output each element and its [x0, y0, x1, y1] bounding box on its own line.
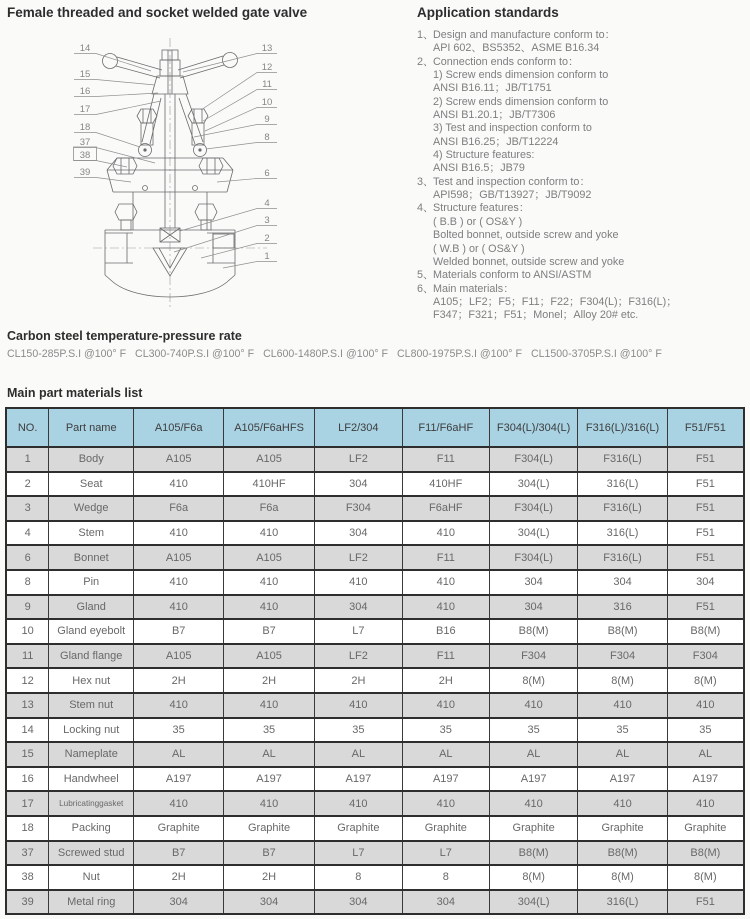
callout-number: 18	[79, 122, 91, 133]
callout-number: 14	[79, 43, 91, 54]
table-cell: B8(M)	[489, 841, 578, 866]
callout-number: 4	[264, 198, 270, 209]
standards-item-number: 6、	[417, 282, 434, 295]
gate-valve-drawing	[55, 30, 280, 315]
table-cell: 410	[667, 693, 744, 718]
table-cell: 8(M)	[489, 668, 578, 693]
table-cell: 410	[489, 791, 578, 816]
materials-table	[5, 407, 745, 915]
callout-number: 3	[264, 215, 270, 226]
table-cell: A197	[134, 767, 224, 792]
table-cell: 410	[489, 693, 578, 718]
standards-item-lines	[433, 283, 747, 323]
table-cell: 410	[578, 791, 667, 816]
diagram-title: Female threaded and socket welded gate valve	[7, 5, 308, 20]
table-row	[6, 718, 744, 743]
table-cell: 410	[402, 521, 489, 546]
table-cell: 2H	[402, 668, 489, 693]
table-cell: LF2	[314, 545, 402, 570]
table-cell: Gland eyebolt	[49, 619, 134, 644]
table-cell: Screwed stud	[49, 841, 134, 866]
callout-number: 1	[264, 251, 270, 262]
table-row	[6, 644, 744, 669]
table-cell: Graphite	[667, 816, 744, 841]
standards-line: F347；F321；F51；Monel；Alloy 20# etc.	[433, 309, 639, 322]
table-cell: Pin	[49, 570, 134, 595]
table-header-cell: NO.	[6, 408, 49, 447]
table-cell: A105	[224, 545, 315, 570]
table-row	[6, 619, 744, 644]
table-cell: 8	[6, 570, 49, 595]
table-cell: F304	[489, 644, 578, 669]
table-cell: A197	[489, 767, 578, 792]
table-cell: 410	[134, 570, 224, 595]
table-cell: F316(L)	[578, 447, 667, 472]
table-cell: 316(L)	[578, 521, 667, 546]
callout-number: 8	[264, 132, 270, 143]
table-cell: A197	[578, 767, 667, 792]
callout-number: 10	[261, 97, 273, 108]
standards-item-lines	[433, 176, 747, 203]
callout-leader-line	[206, 143, 277, 150]
table-cell: Body	[49, 447, 134, 472]
standards-item-lines	[433, 202, 747, 269]
table-cell: 410	[224, 791, 315, 816]
table-cell: 8(M)	[578, 865, 667, 890]
callout-number: 11	[262, 79, 272, 90]
standards-item	[417, 56, 747, 176]
table-cell: 410	[134, 472, 224, 497]
standards-line: ANSI B16.25；JB/T12224	[433, 135, 559, 148]
table-cell: AL	[667, 742, 744, 767]
table-cell: 410	[224, 693, 315, 718]
table-cell: Graphite	[314, 816, 402, 841]
table-cell: Graphite	[489, 816, 578, 841]
table-cell: 304	[667, 570, 744, 595]
table-cell: 304(L)	[489, 890, 578, 915]
table-cell: 304	[314, 521, 402, 546]
standards-line: ( B.B ) or ( OS&Y )	[433, 215, 523, 228]
table-cell: 6	[6, 545, 49, 570]
standards-item-lines	[433, 269, 747, 282]
standards-item	[417, 29, 747, 56]
table-cell: 2H	[134, 865, 224, 890]
standards-line: ANSI B1.20.1；JB/T7306	[433, 109, 556, 122]
table-cell: L7	[314, 841, 402, 866]
table-row	[6, 865, 744, 890]
table-cell: 316	[578, 595, 667, 620]
table-section-title: Main part materials list	[7, 386, 143, 400]
table-cell: F304	[578, 644, 667, 669]
table-cell: 13	[6, 693, 49, 718]
table-cell: Stem nut	[49, 693, 134, 718]
table-cell: Metal ring	[49, 890, 134, 915]
table-cell: Graphite	[224, 816, 315, 841]
standards-line: A105；LF2；F5；F11；F22；F304(L)；F316(L)；	[433, 295, 678, 308]
callout-leader-line	[180, 209, 277, 232]
table-cell: B7	[134, 841, 224, 866]
table-cell: 304	[314, 890, 402, 915]
table-cell: 410	[402, 791, 489, 816]
table-cell: A105	[224, 644, 315, 669]
table-cell: F11	[402, 447, 489, 472]
table-cell: AL	[578, 742, 667, 767]
table-cell: 316(L)	[578, 890, 667, 915]
table-cell: 38	[6, 865, 49, 890]
table-cell: 410	[134, 521, 224, 546]
table-cell: F51	[667, 496, 744, 521]
table-cell: Locking nut	[49, 718, 134, 743]
table-cell: Graphite	[134, 816, 224, 841]
table-row	[6, 791, 744, 816]
table-cell: 304(L)	[489, 472, 578, 497]
table-cell: 2H	[314, 668, 402, 693]
callout-number: 12	[261, 62, 273, 73]
table-cell: 304	[134, 890, 224, 915]
table-cell: 4	[6, 521, 49, 546]
table-cell: 8(M)	[667, 865, 744, 890]
table-cell: B8(M)	[667, 841, 744, 866]
callout-number: 39	[79, 167, 91, 178]
callout-leader-line	[74, 80, 155, 86]
table-cell: LF2	[314, 447, 402, 472]
table-cell: 9	[6, 595, 49, 620]
table-cell: A105	[134, 447, 224, 472]
standards-item	[417, 269, 747, 282]
table-cell: 2	[6, 472, 49, 497]
table-cell: 304	[578, 570, 667, 595]
pressure-rating: CL600-1480P.S.I @100° F	[263, 348, 389, 360]
standards-line: API 602、BS5352、ASME B16.34	[433, 42, 600, 55]
table-cell: AL	[402, 742, 489, 767]
standards-item	[417, 176, 747, 203]
table-cell: A105	[134, 545, 224, 570]
pressure-section-title: Carbon steel temperature-pressure rate	[7, 329, 242, 343]
table-row	[6, 841, 744, 866]
standards-list	[417, 29, 747, 323]
table-cell: AL	[224, 742, 315, 767]
table-cell: B8(M)	[489, 619, 578, 644]
table-cell: 11	[6, 644, 49, 669]
table-cell: A197	[314, 767, 402, 792]
table-cell: 304	[314, 472, 402, 497]
table-cell: 8(M)	[489, 865, 578, 890]
table-cell: 1	[6, 447, 49, 472]
table-cell: Seat	[49, 472, 134, 497]
table-cell: 410HF	[224, 472, 315, 497]
table-cell: 304	[402, 890, 489, 915]
table-cell: F6a	[224, 496, 315, 521]
pressure-ratings	[7, 348, 747, 360]
table-cell: L7	[314, 619, 402, 644]
table-cell: Packing	[49, 816, 134, 841]
table-cell: Nameplate	[49, 742, 134, 767]
table-cell: 410	[667, 791, 744, 816]
table-cell: F316(L)	[578, 545, 667, 570]
table-cell: F304	[314, 496, 402, 521]
table-cell: F11	[402, 644, 489, 669]
standards-item-number: 3、	[417, 175, 434, 188]
callout-number: 9	[264, 114, 270, 125]
standards-item-number: 1、	[417, 29, 434, 41]
valve-artwork	[93, 38, 270, 308]
table-cell: B7	[224, 841, 315, 866]
standards-line: Materials conform to ANSI/ASTM	[433, 269, 592, 282]
standards-item-lines	[433, 56, 747, 176]
table-cell: 2H	[134, 668, 224, 693]
standards-line: 4) Structure features:	[433, 149, 535, 162]
standards-line: Test and inspection conform to：	[433, 175, 591, 188]
table-cell: AL	[489, 742, 578, 767]
table-cell: 410	[402, 595, 489, 620]
table-header-cell: Part name	[49, 408, 134, 447]
table-row	[6, 496, 744, 521]
table-row	[6, 742, 744, 767]
pressure-rating: CL150-285P.S.I @100° F	[7, 348, 127, 360]
table-row	[6, 693, 744, 718]
table-cell: F51	[667, 890, 744, 915]
table-cell: 410	[224, 595, 315, 620]
table-row	[6, 767, 744, 792]
callout-number: 16	[79, 86, 91, 97]
table-cell: F304(L)	[489, 496, 578, 521]
table-cell: 10	[6, 619, 49, 644]
table-cell: 8	[314, 865, 402, 890]
standards-line: Design and manufacture conform to：	[433, 29, 616, 41]
table-cell: 410	[578, 693, 667, 718]
table-cell: 3	[6, 496, 49, 521]
standards-line: Structure features：	[433, 202, 530, 215]
table-cell: AL	[134, 742, 224, 767]
standards-item-number: 4、	[417, 202, 434, 215]
table-cell: F11	[402, 545, 489, 570]
table-header-cell: F51/F51	[667, 408, 744, 447]
table-cell: 304	[489, 595, 578, 620]
table-cell: Gland	[49, 595, 134, 620]
table-cell: F51	[667, 447, 744, 472]
table-cell: 15	[6, 742, 49, 767]
table-row	[6, 816, 744, 841]
callout-leader-line	[223, 262, 277, 269]
table-cell: 16	[6, 767, 49, 792]
table-cell: 410	[134, 791, 224, 816]
table-cell: B7	[134, 619, 224, 644]
table-cell: 410	[314, 693, 402, 718]
pressure-rating: CL300-740P.S.I @100° F	[135, 348, 255, 360]
table-cell: 410	[402, 570, 489, 595]
standards-line: Bolted bonnet, outside screw and yoke	[433, 229, 619, 242]
standards-item-number: 2、	[417, 55, 434, 68]
table-row	[6, 595, 744, 620]
table-cell: 304	[314, 595, 402, 620]
table-cell: B8(M)	[578, 841, 667, 866]
table-header-row	[6, 408, 744, 447]
pressure-rating: CL1500-3705P.S.I @100° F	[530, 348, 662, 360]
table-cell: Gland flange	[49, 644, 134, 669]
table-cell: Bonnet	[49, 545, 134, 570]
standards-line: Connection ends conform to：	[433, 55, 579, 68]
table-cell: F51	[667, 595, 744, 620]
standards-item-lines	[433, 29, 747, 56]
table-cell: 35	[224, 718, 315, 743]
table-cell: 8(M)	[667, 668, 744, 693]
table-cell: F51	[667, 472, 744, 497]
table-row	[6, 472, 744, 497]
standards-item	[417, 202, 747, 269]
table-cell: Graphite	[578, 816, 667, 841]
table-cell: Lubricatinggasket	[49, 791, 134, 816]
callout-leader-line	[74, 178, 131, 183]
table-row	[6, 447, 744, 472]
table-cell: A197	[402, 767, 489, 792]
table-cell: F6a	[134, 496, 224, 521]
table-cell: Nut	[49, 865, 134, 890]
table-cell: Handwheel	[49, 767, 134, 792]
table-cell: B8(M)	[578, 619, 667, 644]
table-cell: 410	[402, 693, 489, 718]
table-cell: 8	[402, 865, 489, 890]
table-cell: 39	[6, 890, 49, 915]
table-cell: B8(M)	[667, 619, 744, 644]
table-cell: 35	[667, 718, 744, 743]
table-cell: A197	[224, 767, 315, 792]
table-header-cell: F316(L)/316(L)	[578, 408, 667, 447]
standards-item	[417, 283, 747, 323]
table-cell: 14	[6, 718, 49, 743]
table-cell: 304	[224, 890, 315, 915]
table-cell: 18	[6, 816, 49, 841]
table-cell: Hex nut	[49, 668, 134, 693]
table-cell: 410	[224, 570, 315, 595]
table-cell: 35	[578, 718, 667, 743]
table-cell: 35	[134, 718, 224, 743]
standards-line: ANSI B16.5；JB79	[433, 162, 525, 175]
table-cell: 410	[314, 570, 402, 595]
standards-line: 1) Screw ends dimension conform to	[433, 69, 609, 82]
callout-number: 15	[79, 69, 91, 80]
callout-number: 37	[79, 137, 91, 148]
table-cell: F304(L)	[489, 447, 578, 472]
standards-title: Application standards	[417, 5, 559, 20]
table-cell: 410	[314, 791, 402, 816]
table-cell: 410	[134, 693, 224, 718]
standards-line: Main materials：	[433, 282, 514, 295]
table-row	[6, 570, 744, 595]
table-cell: 8(M)	[578, 668, 667, 693]
table-cell: A197	[667, 767, 744, 792]
table-cell: 17	[6, 791, 49, 816]
standards-line: 2) Screw ends dimension conform to	[433, 95, 609, 108]
table-row	[6, 545, 744, 570]
table-cell: 410	[224, 521, 315, 546]
table-header-cell: F11/F6aHF	[402, 408, 489, 447]
table-cell: AL	[314, 742, 402, 767]
table-cell: 2H	[224, 865, 315, 890]
application-standards	[417, 5, 747, 323]
table-cell: 35	[314, 718, 402, 743]
table-cell: F51	[667, 545, 744, 570]
callout-number: 17	[79, 104, 91, 115]
table-row	[6, 668, 744, 693]
table-cell: Graphite	[402, 816, 489, 841]
table-header-cell: A105/F6a	[134, 408, 224, 447]
table-row	[6, 521, 744, 546]
table-cell: 410	[134, 595, 224, 620]
table-cell: B16	[402, 619, 489, 644]
table-header-cell: LF2/304	[314, 408, 402, 447]
table-cell: 304(L)	[489, 521, 578, 546]
table-cell: LF2	[314, 644, 402, 669]
table-row	[6, 890, 744, 915]
callout-number: 13	[261, 43, 273, 54]
table-cell: F316(L)	[578, 496, 667, 521]
standards-line: API598；GB/T13927；JB/T9092	[433, 189, 592, 202]
table-cell: 2H	[224, 668, 315, 693]
standards-line: ( W.B ) or ( OS&Y )	[433, 242, 525, 255]
table-cell: F6aHF	[402, 496, 489, 521]
table-cell: L7	[402, 841, 489, 866]
table-cell: 316(L)	[578, 472, 667, 497]
table-cell: B7	[224, 619, 315, 644]
table-cell: 35	[489, 718, 578, 743]
table-cell: Wedge	[49, 496, 134, 521]
table-cell: 304	[489, 570, 578, 595]
callout-number: 2	[264, 233, 270, 244]
standards-line: Welded bonnet, outside screw and yoke	[433, 255, 625, 268]
table-cell: 12	[6, 668, 49, 693]
callout-leader-line	[217, 179, 277, 183]
standards-item-number: 5、	[417, 269, 434, 282]
table-cell: F304(L)	[489, 545, 578, 570]
table-cell: 37	[6, 841, 49, 866]
callout-number: 6	[264, 168, 270, 179]
table-cell: 35	[402, 718, 489, 743]
standards-line: 3) Test and inspection conform to	[433, 122, 592, 135]
table-header-cell: A105/F6aHFS	[224, 408, 315, 447]
table-cell: Stem	[49, 521, 134, 546]
callout-number: 38	[79, 150, 91, 161]
standards-line: ANSI B16.11；JB/T1751	[433, 82, 552, 95]
table-cell: 410HF	[402, 472, 489, 497]
table-cell: A105	[134, 644, 224, 669]
table-cell: F51	[667, 521, 744, 546]
table-cell: F304	[667, 644, 744, 669]
table-cell: A105	[224, 447, 315, 472]
pressure-rating: CL800-1975P.S.I @100° F	[397, 348, 522, 360]
table-header-cell: F304(L)/304(L)	[489, 408, 578, 447]
